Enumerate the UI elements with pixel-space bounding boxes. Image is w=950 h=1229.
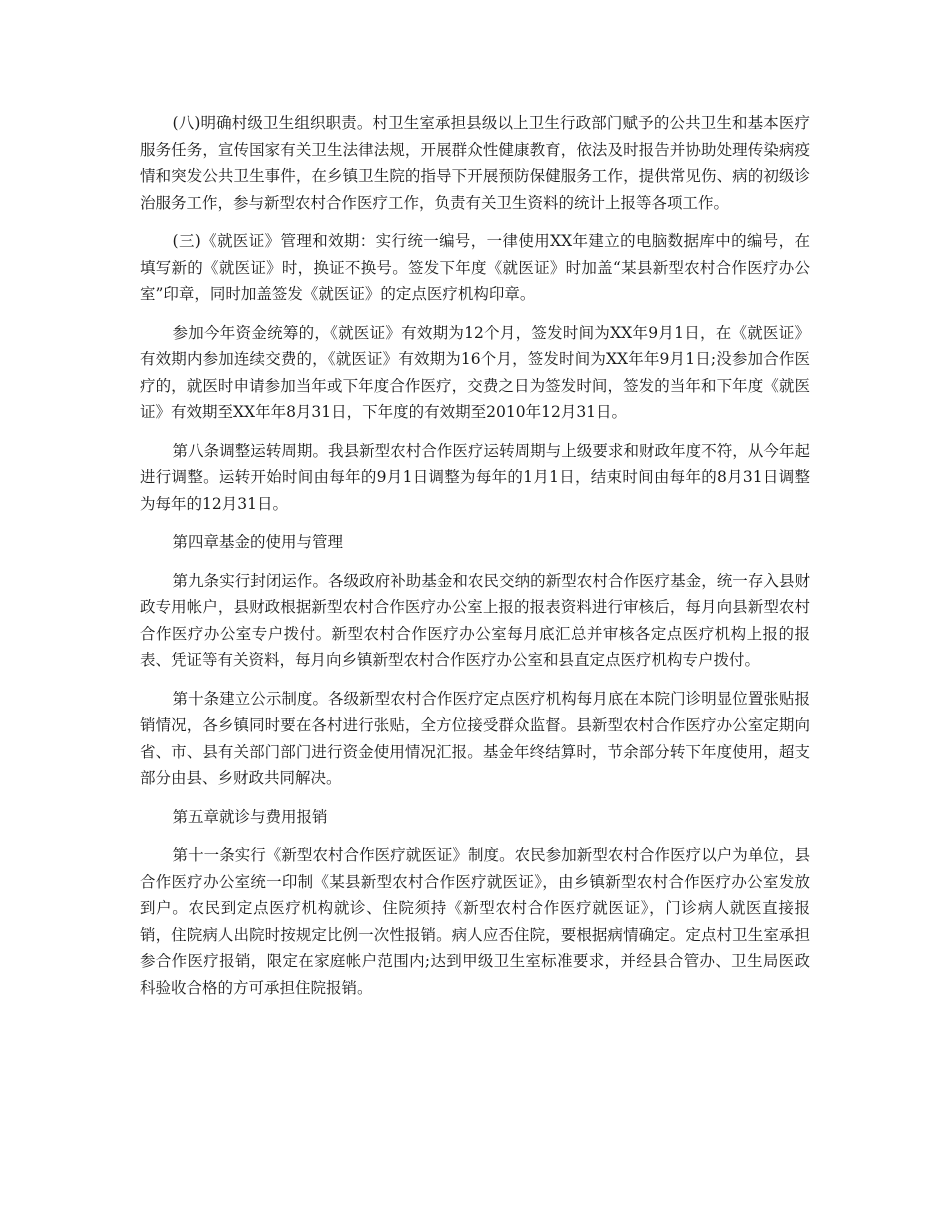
paragraph-medical-card-validity: 参加今年资金统筹的，《就医证》有效期为12个月，签发时间为XX年9月1日，在《就医证》有效期内参加连续交费的，《就医证》有效期为16个月，签发时间为XX年年9月1日;没参加合作医疗的，就医时申请参加当年或下年度合作医疗，交费之日为签发时间，签发的当年和下年度《就医证》有效期至XX年年8月31日，下年度的有效期至2010年12月31日。 bbox=[140, 323, 810, 421]
document-body bbox=[140, 110, 810, 1013]
paragraph-village-health-duties: (八)明确村级卫生组织职责。村卫生室承担县级以上卫生行政部门赋予的公共卫生和基本医疗服务任务，宣传国家有关卫生法律法规，开展群众性健康教育，依法及时报告并协助处理传染病疫情和突发公共卫生事件，在乡镇卫生院的指导下开展预防保健服务工作，提供常见伤、病的初级诊治服务工作，参与新型农村合作医疗工作，负责有关卫生资料的统计上报等各项工作。 bbox=[140, 114, 810, 212]
paragraph-article-11: 第十一条实行《新型农村合作医疗就医证》制度。农民参加新型农村合作医疗以户为单位，县合作医疗办公室统一印制《某县新型农村合作医疗就医证》，由乡镇新型农村合作医疗办公室发放到户。农民到定点医疗机构就诊、住院须持《新型农村合作医疗就医证》，门诊病人就医直接报销，住院病人出院时按规定比例一次性报销。病人应否住院，要根据病情确定。定点村卫生室承担参合作医疗报销，限定在家庭帐户范围内;达到甲级卫生室标准要求，并经县合管办、卫生局医政科验收合格的方可承担住院报销。 bbox=[140, 846, 810, 997]
paragraph-article-8: 第八条调整运转周期。我县新型农村合作医疗运转周期与上级要求和财政年度不符，从今年起进行调整。运转开始时间由每年的9月1日调整为每年的1月1日，结束时间由每年的8月31日调整为每年的12月31日。 bbox=[140, 441, 810, 513]
paragraph-medical-card-management: (三)《就医证》管理和效期：实行统一编号，一律使用XX年建立的电脑数据库中的编号，在填写新的《就医证》时，换证不换号。签发下年度《就医证》时加盖“某县新型农村合作医疗办公室”印章，同时加盖签发《就医证》的定点医疗机构印章。 bbox=[140, 232, 810, 303]
paragraph-article-10: 第十条建立公示制度。各级新型农村合作医疗定点医疗机构每月底在本院门诊明显位置张贴报销情况，各乡镇同时要在各村进行张贴，全方位接受群众监督。县新型农村合作医疗办公室定期向省、市、县有关部门部门进行资金使用情况汇报。基金年终结算时，节余部分转下年度使用，超支部分由县、乡财政共同解决。 bbox=[140, 689, 810, 787]
chapter-5-heading: 第五章就诊与费用报销 bbox=[172, 807, 328, 826]
paragraph-article-9: 第九条实行封闭运作。各级政府补助基金和农民交纳的新型农村合作医疗基金，统一存入县财政专用帐户，县财政根据新型农村合作医疗办公室上报的报表资料进行审核后，每月向县新型农村合作医疗办公室专户拨付。新型农村合作医疗办公室每月底汇总并审核各定点医疗机构上报的报表、凭证等有关资料，每月向乡镇新型农村合作医疗办公室和县直定点医疗机构专户拨付。 bbox=[140, 571, 810, 669]
chapter-4-heading: 第四章基金的使用与管理 bbox=[172, 533, 344, 551]
